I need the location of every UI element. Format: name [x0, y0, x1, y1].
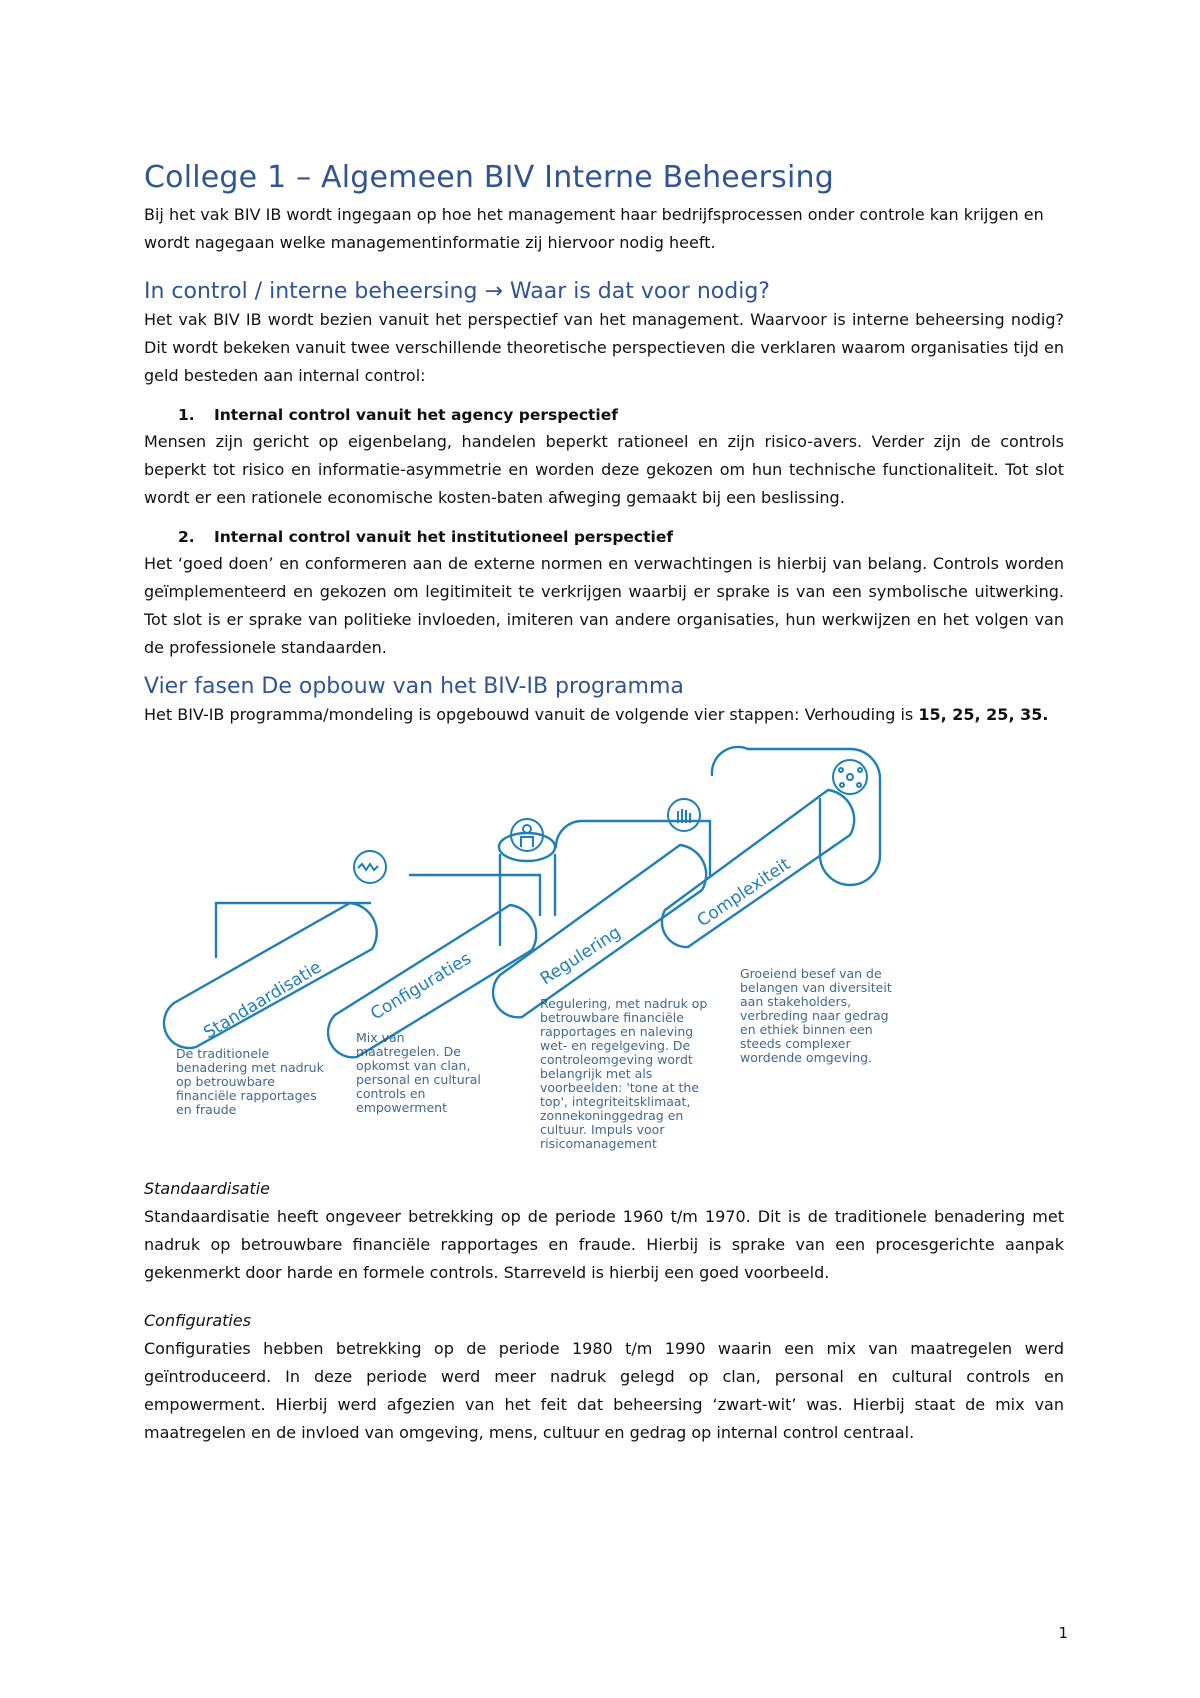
page-number: 1	[1058, 1624, 1068, 1642]
phase3-pillar	[500, 855, 555, 945]
numbered-heading-2: 2. Internal control vanuit het institutioneel perspectief	[178, 528, 674, 546]
phase3-description: Regulering, met nadruk op betrouwbare financiële rapportages en naleving wet- en regelgeving. De controleomgeving wordt belangrijk met als voorbeelden: 'tone at the top', integriteitsklimaat, zonnekoninggedrag en cultuur. Impuls voor risicomanagement	[540, 996, 708, 1151]
phase-label-configuraties: Configuraties	[367, 948, 475, 1025]
numbered-heading-1: 1. Internal control vanuit het agency perspectief	[178, 406, 618, 424]
phase1-description: De traditionele benadering met nadruk op betrouwbare financiële rapportages en fraude	[176, 1046, 324, 1117]
phase4-pill	[665, 790, 854, 947]
subheading-configuraties: Configuraties	[144, 1311, 252, 1330]
section-heading-vier-fasen: Vier fasen De opbouw van het BIV-IB programma	[144, 674, 684, 699]
phase2-description: Mix van maatregelen. De opkomst van clan, personal en cultural controls en empowerment	[356, 1030, 481, 1115]
phase1-pill	[164, 903, 377, 1048]
subheading-standaardisatie: Standaardisatie	[144, 1179, 271, 1198]
vier-fasen-paragraph: Het BIV-IB programma/mondeling is opgebouwd vanuit de volgende vier stappen: Verhouding is 15, 25, 25, 35.	[144, 705, 1049, 724]
institutional-paragraph: Het ‘goed doen’ en conformeren aan de externe normen en verwachtingen is hierbij van belang. Controls worden geïmplementeerd en gekozen om legitimiteit te verkrijgen waarbij er sprake is van een symbolische uitwerking. Tot slot is er sprake van politieke invloeden, imiteren van andere organisaties, hun werkwijzen en het volgen van de professionele standaarden.	[144, 554, 1064, 657]
phases-figure	[160, 735, 920, 1155]
phase-label-standaardisatie: Standaardisatie	[200, 957, 326, 1044]
ratio-text: 15, 25, 25, 35.	[918, 705, 1049, 724]
section-in-control-body: Het vak BIV IB wordt bezien vanuit het perspectief van het management. Waarvoor is interne beheersing nodig? Dit wordt bekeken vanuit twee verschillende theoretische perspectieven die verklaren waarom organisaties tijd en geld besteden aan internal control:	[144, 310, 1064, 385]
standaardisatie-paragraph: Standaardisatie heeft ongeveer betrekking op de periode 1960 t/m 1970. Dit is de traditionele benadering met nadruk op betrouwbare financiële rapportages en fraude. Hierbij is sprake van een procesgerichte aanpak gekenmerkt door harde en formele controls. Starreveld is hierbij een goed voorbeeld.	[144, 1207, 1064, 1282]
phase-label-complexiteit: Complexiteit	[693, 854, 795, 932]
intro-paragraph: Bij het vak BIV IB wordt ingegaan op hoe het management haar bedrijfsprocessen onder controle kan krijgen en wordt nagegaan welke managementinformatie zij hiervoor nodig heeft.	[144, 205, 1044, 252]
page-title: College 1 – Algemeen BIV Interne Beheersing	[144, 160, 834, 195]
phase4-description: Groeiend besef van de belangen van diversiteit aan stakeholders, verbreding naar gedrag en ethiek binnen een steeds complexer wordende omgeving.	[740, 966, 892, 1065]
phase-label-regulering: Regulering	[536, 922, 625, 990]
configuraties-paragraph: Configuraties hebben betrekking op de periode 1980 t/m 1990 waarin een mix van maatregelen werd geïntroduceerd. In deze periode werd meer nadruk gelegd op clan, personal en cultural controls en empowerment. Hierbij werd afgezien van het feit dat beheersing ‘zwart-wit’ was. Hierbij staat de mix van maatregelen en de invloed van omgeving, mens, cultuur en gedrag op internal control centraal.	[144, 1339, 1064, 1442]
agency-paragraph: Mensen zijn gericht op eigenbelang, handelen beperkt rationeel en zijn risico-avers. Verder zijn de controls beperkt tot risico en informatie-asymmetrie en worden deze gekozen om hun technische functionaliteit. Tot slot wordt er een rationele economische kosten-baten afweging gemaakt bij een beslissing.	[144, 432, 1064, 507]
network-icon	[833, 760, 867, 794]
section-heading-in-control: In control / interne beheersing → Waar is dat voor nodig?	[144, 279, 770, 304]
hand-icon	[668, 799, 700, 831]
page-content	[144, 160, 1064, 1447]
